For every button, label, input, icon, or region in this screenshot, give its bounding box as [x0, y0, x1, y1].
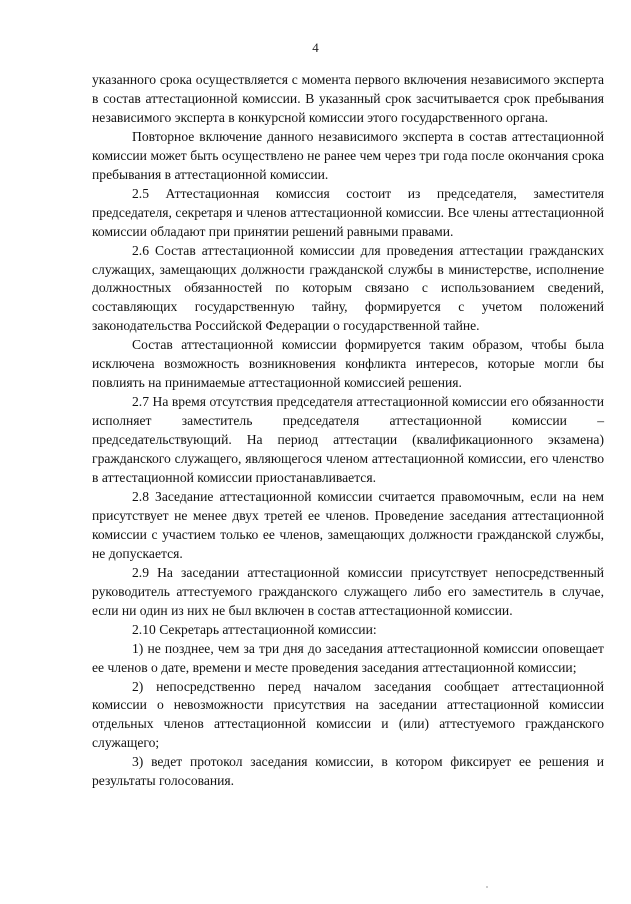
list-item-2: 2) непосредственно перед началом заседания сообщает аттестационной комиссии о невозможности присутствия на заседании аттестационной комиссии отдельных членов аттестационной комиссии и (или) аттестуемого гражданского служащего; — [92, 678, 604, 751]
paragraph-2-10: 2.10 Секретарь аттестационной комиссии: — [132, 621, 377, 637]
paragraph-2-6: 2.6 Состав аттестационной комиссии для проведения аттестации гражданских служащих, замещающих должности гражданской службы в министерстве, исполнение должностных обязанностей по которым связано с использованием сведений, составляющих государственную тайну, формируется с учетом положений законодательства Российской Федерации о государственной тайне. — [92, 242, 604, 334]
paragraph-2-7: 2.7 На время отсутствия председателя аттестационной комиссии его обязанности исполняет заместитель председателя аттестационной комиссии – председательствующий. На период аттестации (квалификационного экзамена) гражданского служащего, являющегося членом аттестационной комиссии, его членство в аттестационной комиссии приостанавливается. — [92, 394, 604, 486]
paragraph-expert-reappointment: Повторное включение данного независимого эксперта в состав аттестационной комиссии может быть осуществлено не ранее чем через три года после окончания срока пребывания в аттестационной комиссии. — [92, 128, 604, 182]
paragraph-conflict-of-interest: Состав аттестационной комиссии формируется таким образом, чтобы была исключена возможность возникновения конфликта интересов, которые могли бы повлиять на принимаемые аттестационной комиссией решения. — [92, 337, 604, 391]
page-number: 4 — [312, 40, 319, 55]
paragraph-continuation: указанного срока осуществляется с момента первого включения независимого эксперта в состав аттестационной комиссии. В указанный срок засчитывается срок пребывания независимого эксперта в конкурсной комиссии этого государственного органа. — [92, 72, 604, 125]
scan-speck — [486, 886, 488, 888]
paragraph-2-5: 2.5 Аттестационная комиссия состоит из председателя, заместителя председателя, секретаря и членов аттестационной комиссии. Все члены аттестационной комиссии обладают при принятии решений равными правами. — [92, 185, 604, 239]
paragraph-2-8: 2.8 Заседание аттестационной комиссии считается правомочным, если на нем присутствует не менее двух третей ее членов. Проведение заседания аттестационной комиссии с участием только ее членов, замещающих должности гражданской службы, не допускается. — [92, 488, 604, 561]
list-item-1: 1) не позднее, чем за три дня до заседания аттестационной комиссии оповещает ее членов о дате, времени и месте проведения заседания аттестационной комиссии; — [92, 640, 604, 675]
list-item-3: 3) ведет протокол заседания комиссии, в котором фиксирует ее решения и результаты голосования. — [92, 754, 604, 789]
paragraph-2-9: 2.9 На заседании аттестационной комиссии присутствует непосредственный руководитель аттестуемого гражданского служащего либо его заместитель в случае, если ни один из них не был включен в состав аттестационной комиссии. — [92, 564, 604, 618]
document-body — [92, 71, 604, 791]
